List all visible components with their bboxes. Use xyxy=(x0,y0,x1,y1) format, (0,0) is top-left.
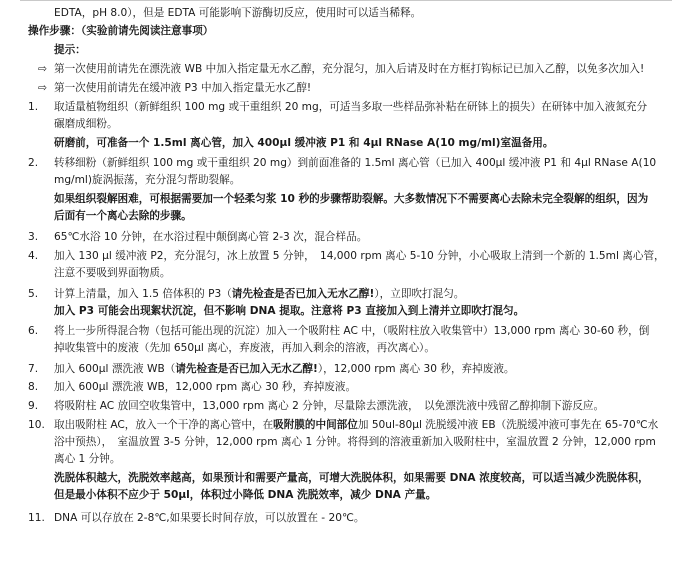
step-text xyxy=(54,361,668,378)
tips-title: 提示： xyxy=(54,44,86,56)
step-text-part: ），立即吹打混匀。 xyxy=(374,288,465,300)
step-number: 11. xyxy=(28,512,45,524)
step-4 xyxy=(28,248,668,282)
step-text: 加入 130 μl 缓冲液 P2，充分混匀，冰上放置 5 分钟， 14,000 rpm 离心 5-10 分钟，小心吸取上清到一个新的 1.5ml 离心管， xyxy=(54,250,665,262)
warning-text: 请先检查是否已加入无水乙醇! xyxy=(231,288,375,300)
step-text-part: 取出吸附柱 AC，放入一个干净的离心管中，在 xyxy=(54,419,274,431)
step-text: 将吸附柱 AC 放回空收集管中，13,000 rpm 离心 2 分钟，尽量除去漂洗液， 以免漂洗液中残留乙醇抑制下游反应。 xyxy=(54,400,605,412)
step-text: 加入 600μl 漂洗液 WB，12,000 rpm 离心 30 秒，弃掉废液。 xyxy=(54,381,357,393)
step-text: 取适量植物组织（新鲜组织 100 mg 或干重组织 20 mg，可适当多取一些样品弥补粘在研钵上的损失）在研钵中加入液氮充分 xyxy=(54,101,648,113)
step-number: 5. xyxy=(28,288,39,300)
intro-line: EDTA，pH 8.0），但是 EDTA 可能影响下游酶切反应，使用时可以适当稀释。 xyxy=(54,7,422,19)
step-text xyxy=(54,417,668,434)
top-rule xyxy=(20,0,672,1)
step-text-part: 加入 600μl 漂洗液 WB（ xyxy=(54,363,176,375)
step-number: 4. xyxy=(28,250,39,262)
tip-text: 第一次使用前请先在缓冲液 P3 中加入指定量无水乙醇! xyxy=(54,82,312,94)
step-7 xyxy=(28,361,668,378)
step-text xyxy=(54,286,668,303)
step-note: 如果组织裂解困难，可根据需要加一个轻柔匀浆 10 秒的步骤帮助裂解。大多数情况下不需要离心去除未完全裂解的组织，因为 xyxy=(54,193,649,205)
tip-item xyxy=(38,80,674,97)
tip-item xyxy=(38,61,674,78)
step-5 xyxy=(28,286,668,320)
step-note: 加入 P3 可能会出现絮状沉淀，但不影响 DNA 提取。注意将 P3 直接加入到上清并立即吹打混匀。 xyxy=(54,305,525,317)
arrow-icon: ⇨ xyxy=(38,82,47,94)
step-text: 离心 1 分钟。 xyxy=(54,453,121,465)
step-10 xyxy=(28,417,668,504)
step-text-part: 加 50ul-80μl 洗脱缓冲液 EB（洗脱缓冲液可事先在 65-70℃水 xyxy=(357,419,659,431)
emphasis-text: 吸附膜的中间部位 xyxy=(273,419,358,431)
step-9 xyxy=(28,398,668,415)
step-6 xyxy=(28,323,668,357)
step-text: 浴中预热）， 室温放置 3-5 分钟，12,000 rpm 离心 1 分钟。将得到的溶液重新加入吸附柱中，室温放置 2 分钟，12,000 rpm xyxy=(54,436,656,448)
step-number: 10. xyxy=(28,419,45,431)
tip-text: 第一次使用前请先在漂洗液 WB 中加入指定量无水乙醇，充分混匀，加入后请及时在方框打钩标记已加入乙醇，以免多次加入! xyxy=(54,63,645,75)
step-number: 8. xyxy=(28,381,39,393)
step-text: 注意不要吸到界面物质。 xyxy=(54,267,171,279)
step-number: 2. xyxy=(28,157,39,169)
step-number: 6. xyxy=(28,325,39,337)
step-text-part: ），12,000 rpm 离心 30 秒，弃掉废液。 xyxy=(317,363,515,375)
step-note: 后面有一个离心去除的步骤。 xyxy=(54,210,192,222)
step-note: 但是最小体积不应少于 50μl，体积过小降低 DNA 洗脱效率，减少 DNA 产量。 xyxy=(54,489,437,501)
step-text: 掉收集管中的废液（先加 650μl 离心，弃废液，再加入剩余的溶液，再次离心）。 xyxy=(54,342,435,354)
step-11 xyxy=(28,510,668,527)
step-text: 碾磨成细粉。 xyxy=(54,118,118,130)
step-text: 将上一步所得混合物（包括可能出现的沉淀）加入一个吸附柱 AC 中，（吸附柱放入收集管中）13,000 rpm 离心 30-60 秒，倒 xyxy=(54,325,650,337)
step-number: 7. xyxy=(28,363,39,375)
step-number: 3. xyxy=(28,231,39,243)
step-text: mg/ml)旋涡振荡，充分混匀帮助裂解。 xyxy=(54,174,241,186)
step-number: 9. xyxy=(28,400,39,412)
step-note: 洗脱体积越大，洗脱效率越高，如果预计和需要产量高，可增大洗脱体积，如果需要 DNA 浓度较高，可以适当减少洗脱体积， xyxy=(54,472,649,484)
step-1 xyxy=(28,99,668,152)
step-8 xyxy=(28,379,668,396)
arrow-icon: ⇨ xyxy=(38,63,47,75)
step-number: 1. xyxy=(28,101,39,113)
step-text: 65℃水浴 10 分钟，在水浴过程中颠倒离心管 2-3 次，混合样品。 xyxy=(54,231,368,243)
step-2 xyxy=(28,155,668,225)
procedure-heading: 操作步骤：（实验前请先阅读注意事项） xyxy=(28,25,214,37)
step-3 xyxy=(28,229,668,246)
warning-text: 请先检查是否已加入无水乙醇! xyxy=(175,363,318,375)
step-text-part: 计算上清量，加入 1.5 倍体积的 P3（ xyxy=(54,288,232,300)
step-text: 转移细粉（新鲜组织 100 mg 或干重组织 20 mg）到前面准备的 1.5ml 离心管（已加入 400μl 缓冲液 P1 和 4μl RNase A(10 xyxy=(54,157,657,169)
step-note: 研磨前，可准备一个 1.5ml 离心管，加入 400μl 缓冲液 P1 和 4μl RNase A(10 mg/ml)室温备用。 xyxy=(54,137,554,149)
step-text: DNA 可以存放在 2-8℃,如果要长时间存放，可以放置在 - 20℃。 xyxy=(54,512,365,524)
